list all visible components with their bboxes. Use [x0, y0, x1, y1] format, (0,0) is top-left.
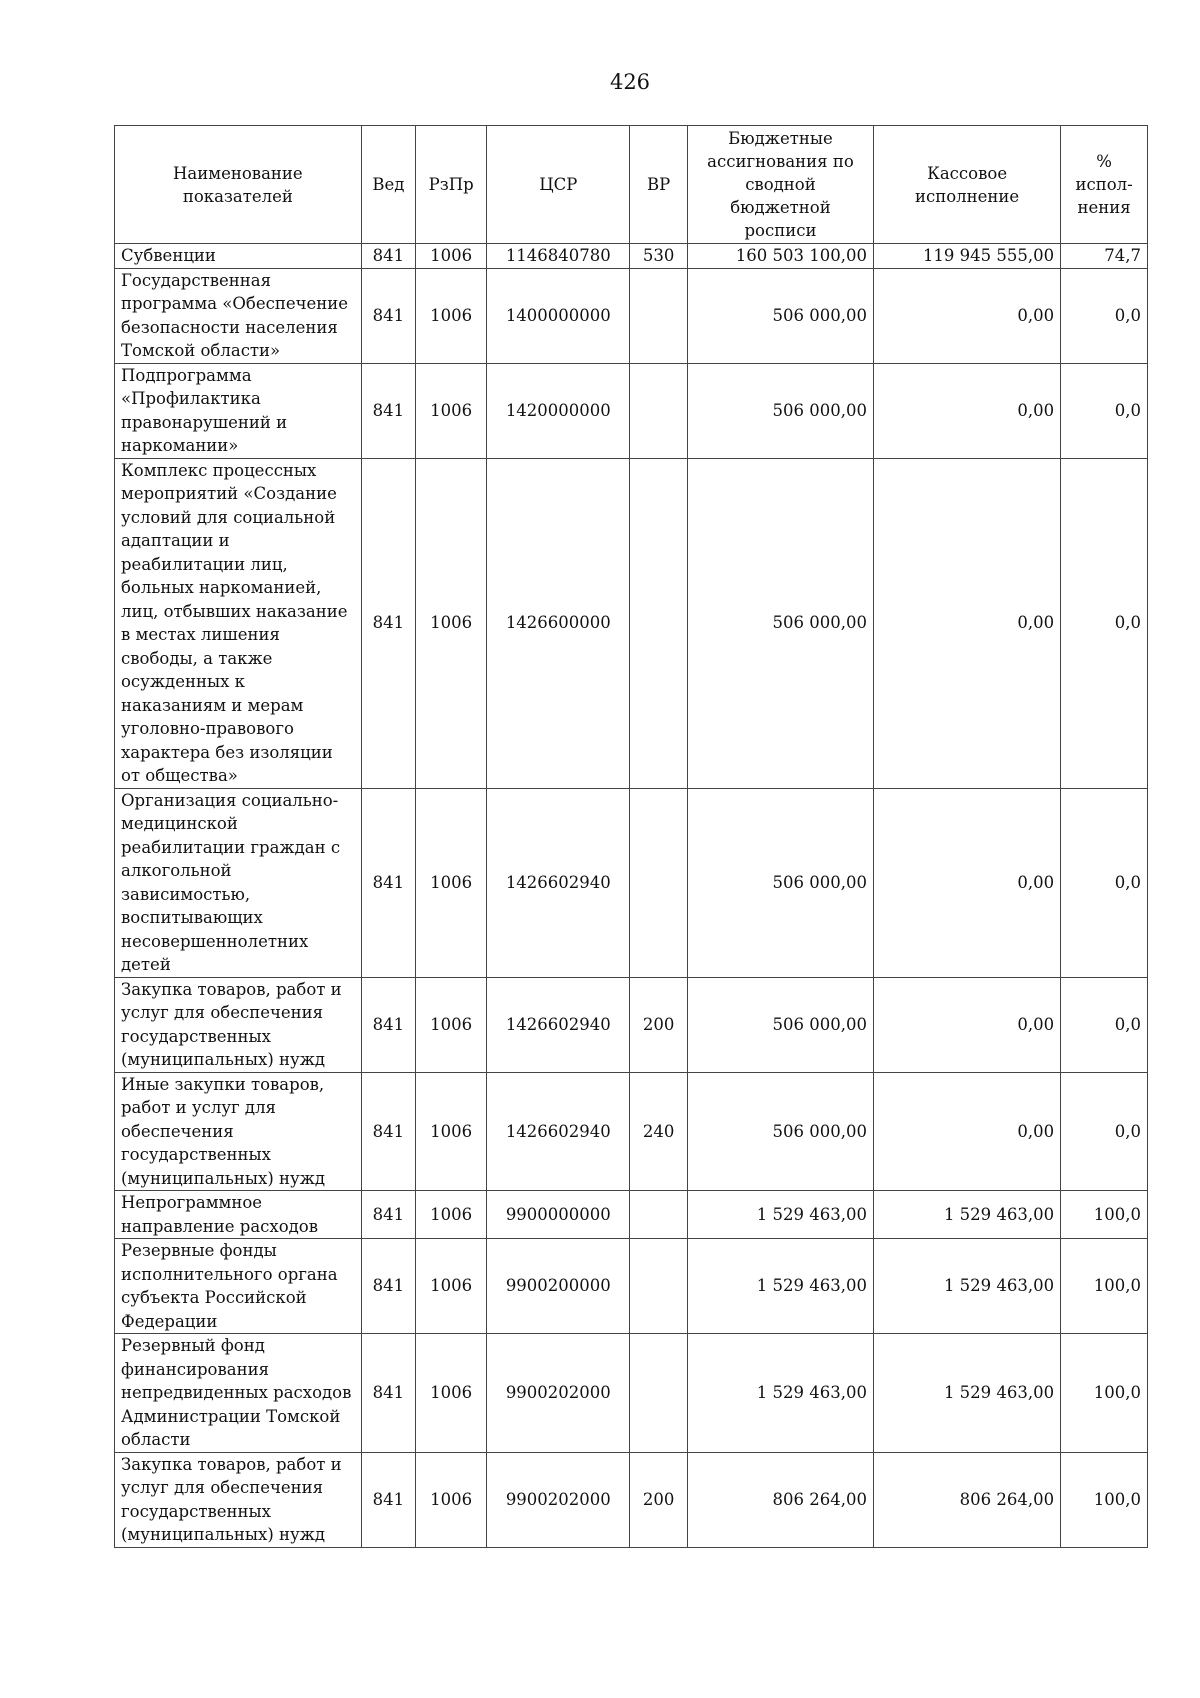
cell-name: Резервные фонды исполнительного органа субъекта Российской Федерации — [115, 1239, 362, 1334]
cell-budget: 506 000,00 — [687, 1072, 873, 1191]
cell-cash: 1 529 463,00 — [874, 1239, 1061, 1334]
cell-cash: 1 529 463,00 — [874, 1334, 1061, 1453]
cell-ved: 841 — [361, 363, 415, 458]
cell-pct: 74,7 — [1061, 244, 1148, 269]
cell-csr: 1426600000 — [487, 458, 630, 788]
cell-csr: 9900000000 — [487, 1191, 630, 1239]
cell-rzpr: 1006 — [416, 1239, 487, 1334]
cell-pct: 100,0 — [1061, 1334, 1148, 1453]
table-row — [115, 244, 1148, 269]
cell-cash: 0,00 — [874, 977, 1061, 1072]
cell-ved: 841 — [361, 1072, 415, 1191]
cell-name: Закупка товаров, работ и услуг для обеспечения государственных (муниципальных) нужд — [115, 1452, 362, 1547]
col-header-cash: Кассовое исполнение — [874, 126, 1061, 244]
col-header-budget: Бюджетные ассигнования по сводной бюджетной росписи — [687, 126, 873, 244]
page-number: 426 — [609, 70, 651, 94]
col-header-ved: Вед — [361, 126, 415, 244]
cell-ved: 841 — [361, 458, 415, 788]
table-row — [115, 977, 1148, 1072]
cell-budget: 160 503 100,00 — [687, 244, 873, 269]
cell-cash: 0,00 — [874, 458, 1061, 788]
cell-name: Субвенции — [115, 244, 362, 269]
cell-cash: 119 945 555,00 — [874, 244, 1061, 269]
table-row — [115, 1452, 1148, 1547]
cell-pct: 0,0 — [1061, 363, 1148, 458]
cell-rzpr: 1006 — [416, 788, 487, 977]
cell-csr: 1400000000 — [487, 268, 630, 363]
cell-csr: 1146840780 — [487, 244, 630, 269]
cell-rzpr: 1006 — [416, 1191, 487, 1239]
cell-rzpr: 1006 — [416, 1334, 487, 1453]
cell-budget: 506 000,00 — [687, 363, 873, 458]
cell-name: Иные закупки товаров, работ и услуг для обеспечения государственных (муниципальных) нужд — [115, 1072, 362, 1191]
table-header-row — [115, 126, 1148, 244]
cell-name: Подпрограмма «Профилактика правонарушений и наркомании» — [115, 363, 362, 458]
cell-pct: 0,0 — [1061, 977, 1148, 1072]
cell-vr — [630, 788, 688, 977]
cell-csr: 9900200000 — [487, 1239, 630, 1334]
table-row — [115, 1239, 1148, 1334]
cell-ved: 841 — [361, 788, 415, 977]
table-row — [115, 458, 1148, 788]
cell-vr — [630, 458, 688, 788]
table-row — [115, 788, 1148, 977]
cell-vr — [630, 268, 688, 363]
col-header-vr: ВР — [630, 126, 688, 244]
cell-ved: 841 — [361, 244, 415, 269]
cell-rzpr: 1006 — [416, 1452, 487, 1547]
cell-vr: 200 — [630, 977, 688, 1072]
cell-name: Организация социально-медицинской реабилитации граждан с алкогольной зависимостью, воспитывающих несовершеннолетних детей — [115, 788, 362, 977]
cell-ved: 841 — [361, 1452, 415, 1547]
cell-csr: 1420000000 — [487, 363, 630, 458]
cell-cash: 0,00 — [874, 363, 1061, 458]
cell-cash: 806 264,00 — [874, 1452, 1061, 1547]
table-row — [115, 363, 1148, 458]
cell-ved: 841 — [361, 977, 415, 1072]
cell-budget: 1 529 463,00 — [687, 1334, 873, 1453]
cell-vr — [630, 1191, 688, 1239]
cell-budget: 806 264,00 — [687, 1452, 873, 1547]
cell-vr — [630, 1334, 688, 1453]
cell-cash: 0,00 — [874, 1072, 1061, 1191]
cell-rzpr: 1006 — [416, 363, 487, 458]
col-header-rzpr: РзПр — [416, 126, 487, 244]
col-header-pct: % испол-нения — [1061, 126, 1148, 244]
cell-pct: 100,0 — [1061, 1239, 1148, 1334]
cell-name: Непрограммное направление расходов — [115, 1191, 362, 1239]
cell-rzpr: 1006 — [416, 977, 487, 1072]
col-header-csr: ЦСР — [487, 126, 630, 244]
cell-csr: 1426602940 — [487, 788, 630, 977]
cell-cash: 0,00 — [874, 268, 1061, 363]
cell-vr: 200 — [630, 1452, 688, 1547]
cell-ved: 841 — [361, 1191, 415, 1239]
cell-rzpr: 1006 — [416, 244, 487, 269]
cell-budget: 506 000,00 — [687, 458, 873, 788]
cell-budget: 1 529 463,00 — [687, 1239, 873, 1334]
budget-execution-table — [114, 125, 1148, 1548]
cell-pct: 0,0 — [1061, 458, 1148, 788]
cell-budget: 506 000,00 — [687, 268, 873, 363]
cell-name: Комплекс процессных мероприятий «Создание условий для социальной адаптации и реабилитации лиц, больных наркоманией, лиц, отбывших наказание в местах лишения свободы, а также осужденных к наказаниям и мерам уголовно-правового характера без изоляции от общества» — [115, 458, 362, 788]
table-row — [115, 1191, 1148, 1239]
cell-budget: 506 000,00 — [687, 788, 873, 977]
cell-name: Резервный фонд финансирования непредвиденных расходов Администрации Томской области — [115, 1334, 362, 1453]
cell-csr: 1426602940 — [487, 1072, 630, 1191]
cell-cash: 1 529 463,00 — [874, 1191, 1061, 1239]
cell-budget: 1 529 463,00 — [687, 1191, 873, 1239]
cell-rzpr: 1006 — [416, 268, 487, 363]
cell-cash: 0,00 — [874, 788, 1061, 977]
cell-name: Закупка товаров, работ и услуг для обеспечения государственных (муниципальных) нужд — [115, 977, 362, 1072]
cell-vr: 530 — [630, 244, 688, 269]
cell-pct: 0,0 — [1061, 1072, 1148, 1191]
cell-ved: 841 — [361, 268, 415, 363]
cell-csr: 9900202000 — [487, 1452, 630, 1547]
table-row — [115, 1072, 1148, 1191]
cell-name: Государственная программа «Обеспечение безопасности населения Томской области» — [115, 268, 362, 363]
table-body — [115, 244, 1148, 1548]
cell-vr — [630, 363, 688, 458]
cell-ved: 841 — [361, 1239, 415, 1334]
cell-budget: 506 000,00 — [687, 977, 873, 1072]
table-row — [115, 1334, 1148, 1453]
cell-rzpr: 1006 — [416, 1072, 487, 1191]
cell-rzpr: 1006 — [416, 458, 487, 788]
cell-pct: 0,0 — [1061, 268, 1148, 363]
cell-ved: 841 — [361, 1334, 415, 1453]
col-header-name: Наименование показателей — [115, 126, 362, 244]
cell-pct: 100,0 — [1061, 1191, 1148, 1239]
cell-pct: 100,0 — [1061, 1452, 1148, 1547]
cell-csr: 9900202000 — [487, 1334, 630, 1453]
table-row — [115, 268, 1148, 363]
cell-vr — [630, 1239, 688, 1334]
cell-pct: 0,0 — [1061, 788, 1148, 977]
cell-csr: 1426602940 — [487, 977, 630, 1072]
cell-vr: 240 — [630, 1072, 688, 1191]
